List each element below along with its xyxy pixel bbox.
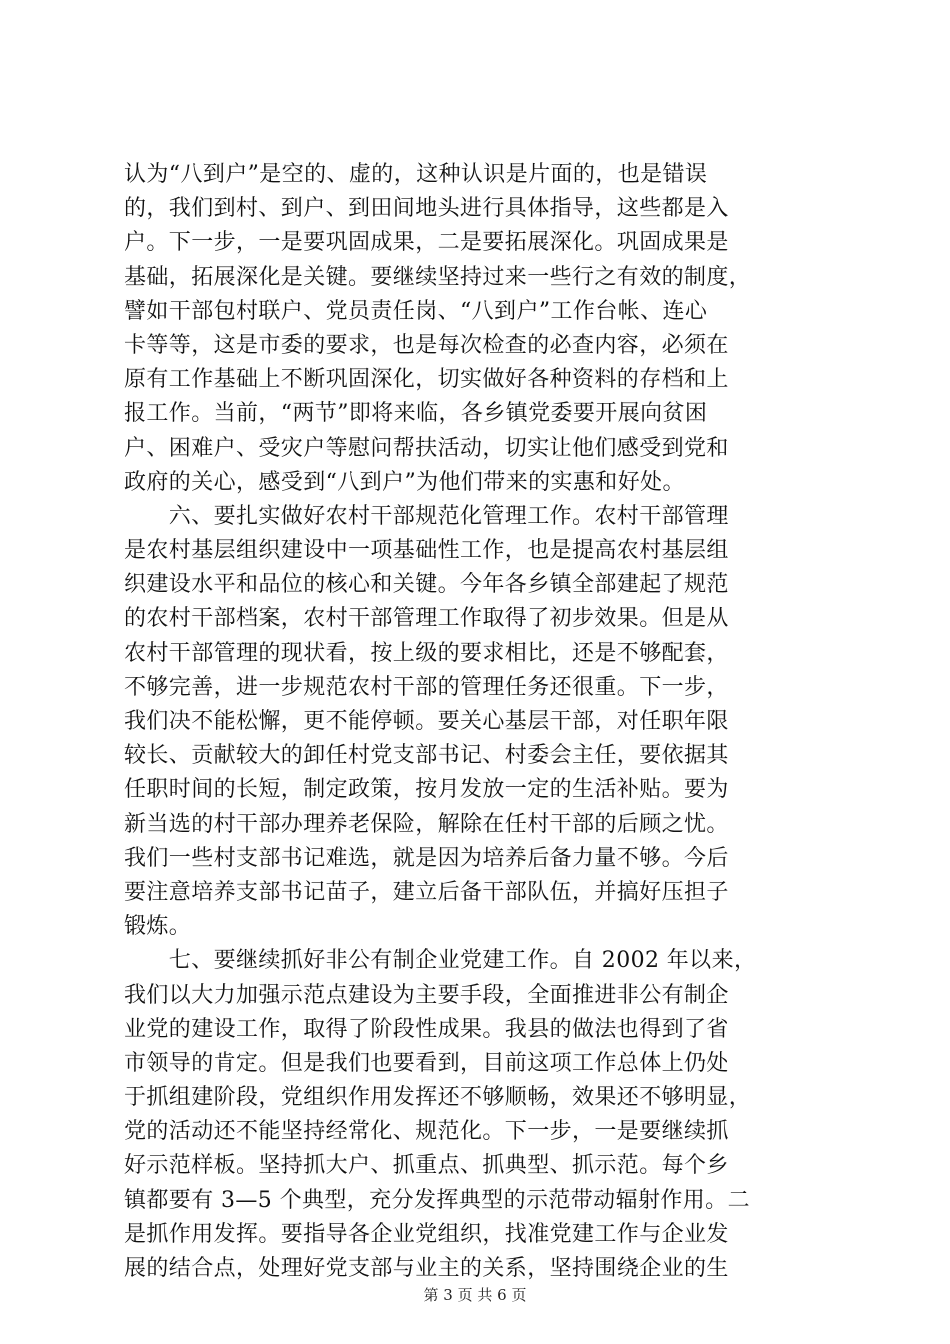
text-line: 农村干部管理的现状看，按上级的要求相比，还是不够配套， xyxy=(124,640,729,666)
text-line: 要注意培养支部书记苗子，建立后备干部队伍，并搞好压担子 xyxy=(124,879,729,905)
text-line: 政府的关心，感受到“八到户”为他们带来的实惠和好处。 xyxy=(124,469,685,495)
text-line: 我们一些村支部书记难选，就是因为培养后备力量不够。今后 xyxy=(124,845,729,871)
text-line: 业党的建设工作，取得了阶段性成果。我县的做法也得到了省 xyxy=(124,1016,729,1042)
text-line: 于抓组建阶段，党组织作用发挥还不够顺畅，效果还不够明显， xyxy=(124,1085,752,1111)
text-line: 我们以大力加强示范点建设为主要手段，全面推进非公有制企 xyxy=(124,982,729,1008)
text-line: 展的结合点，处理好党支部与业主的关系，坚持围绕企业的生 xyxy=(124,1256,729,1281)
text-line: 锻炼。 xyxy=(124,914,192,940)
text-line: 党的活动还不能坚持经常化、规范化。下一步，一是要继续抓 xyxy=(124,1119,729,1145)
body-text xyxy=(124,158,824,1286)
text-line: 报工作。当前，“两节”即将来临，各乡镇党委要开展向贫困 xyxy=(124,401,708,427)
text-line: 六、要扎实做好农村干部规范化管理工作。农村干部管理 xyxy=(124,503,729,529)
text-line: 镇都要有 3—5 个典型，充分发挥典型的示范带动辐射作用。二 xyxy=(124,1187,750,1213)
text-line: 的农村干部档案，农村干部管理工作取得了初步效果。但是从 xyxy=(124,606,729,632)
text-line: 户、困难户、受灾户等慰问帮扶活动，切实让他们感受到党和 xyxy=(124,435,729,461)
text-line: 七、要继续抓好非公有制企业党建工作。自 2002 年以来， xyxy=(124,948,757,974)
text-line: 较长、贡献较大的卸任村党支部书记、村委会主任，要依据其 xyxy=(124,743,729,769)
text-line: 的，我们到村、到户、到田间地头进行具体指导，这些都是入 xyxy=(124,196,729,222)
text-line: 户。下一步，一是要巩固成果，二是要拓展深化。巩固成果是 xyxy=(124,230,729,256)
text-line: 市领导的肯定。但是我们也要看到，目前这项工作总体上仍处 xyxy=(124,1050,729,1076)
page-number-footer: 第 3 页 共 6 页 xyxy=(423,1286,527,1304)
text-line: 不够完善，进一步规范农村干部的管理任务还很重。下一步， xyxy=(124,674,729,700)
text-line: 卡等等，这是市委的要求，也是每次检查的必查内容，必须在 xyxy=(124,332,729,358)
text-line: 是抓作用发挥。要指导各企业党组织，找准党建工作与企业发 xyxy=(124,1221,729,1247)
text-line: 新当选的村干部办理养老保险，解除在任村干部的后顾之忧。 xyxy=(124,811,729,837)
text-line: 织建设水平和品位的核心和关键。今年各乡镇全部建起了规范 xyxy=(124,572,729,598)
text-line: 我们决不能松懈，更不能停顿。要关心基层干部，对任职年限 xyxy=(124,709,729,734)
text-line: 原有工作基础上不断巩固深化，切实做好各种资料的存档和上 xyxy=(124,367,729,393)
text-line: 认为“八到户”是空的、虚的，这种认识是片面的，也是错误 xyxy=(124,162,708,187)
text-line: 譬如干部包村联户、党员责任岗、“八到户”工作台帐、连心 xyxy=(124,298,708,324)
text-line: 好示范样板。坚持抓大户、抓重点、抓典型、抓示范。每个乡 xyxy=(124,1153,729,1179)
text-line: 任职时间的长短，制定政策，按月发放一定的生活补贴。要为 xyxy=(124,777,729,803)
text-line: 是农村基层组织建设中一项基础性工作，也是提高农村基层组 xyxy=(124,538,729,564)
text-line: 基础，拓展深化是关键。要继续坚持过来一些行之有效的制度， xyxy=(124,264,752,290)
